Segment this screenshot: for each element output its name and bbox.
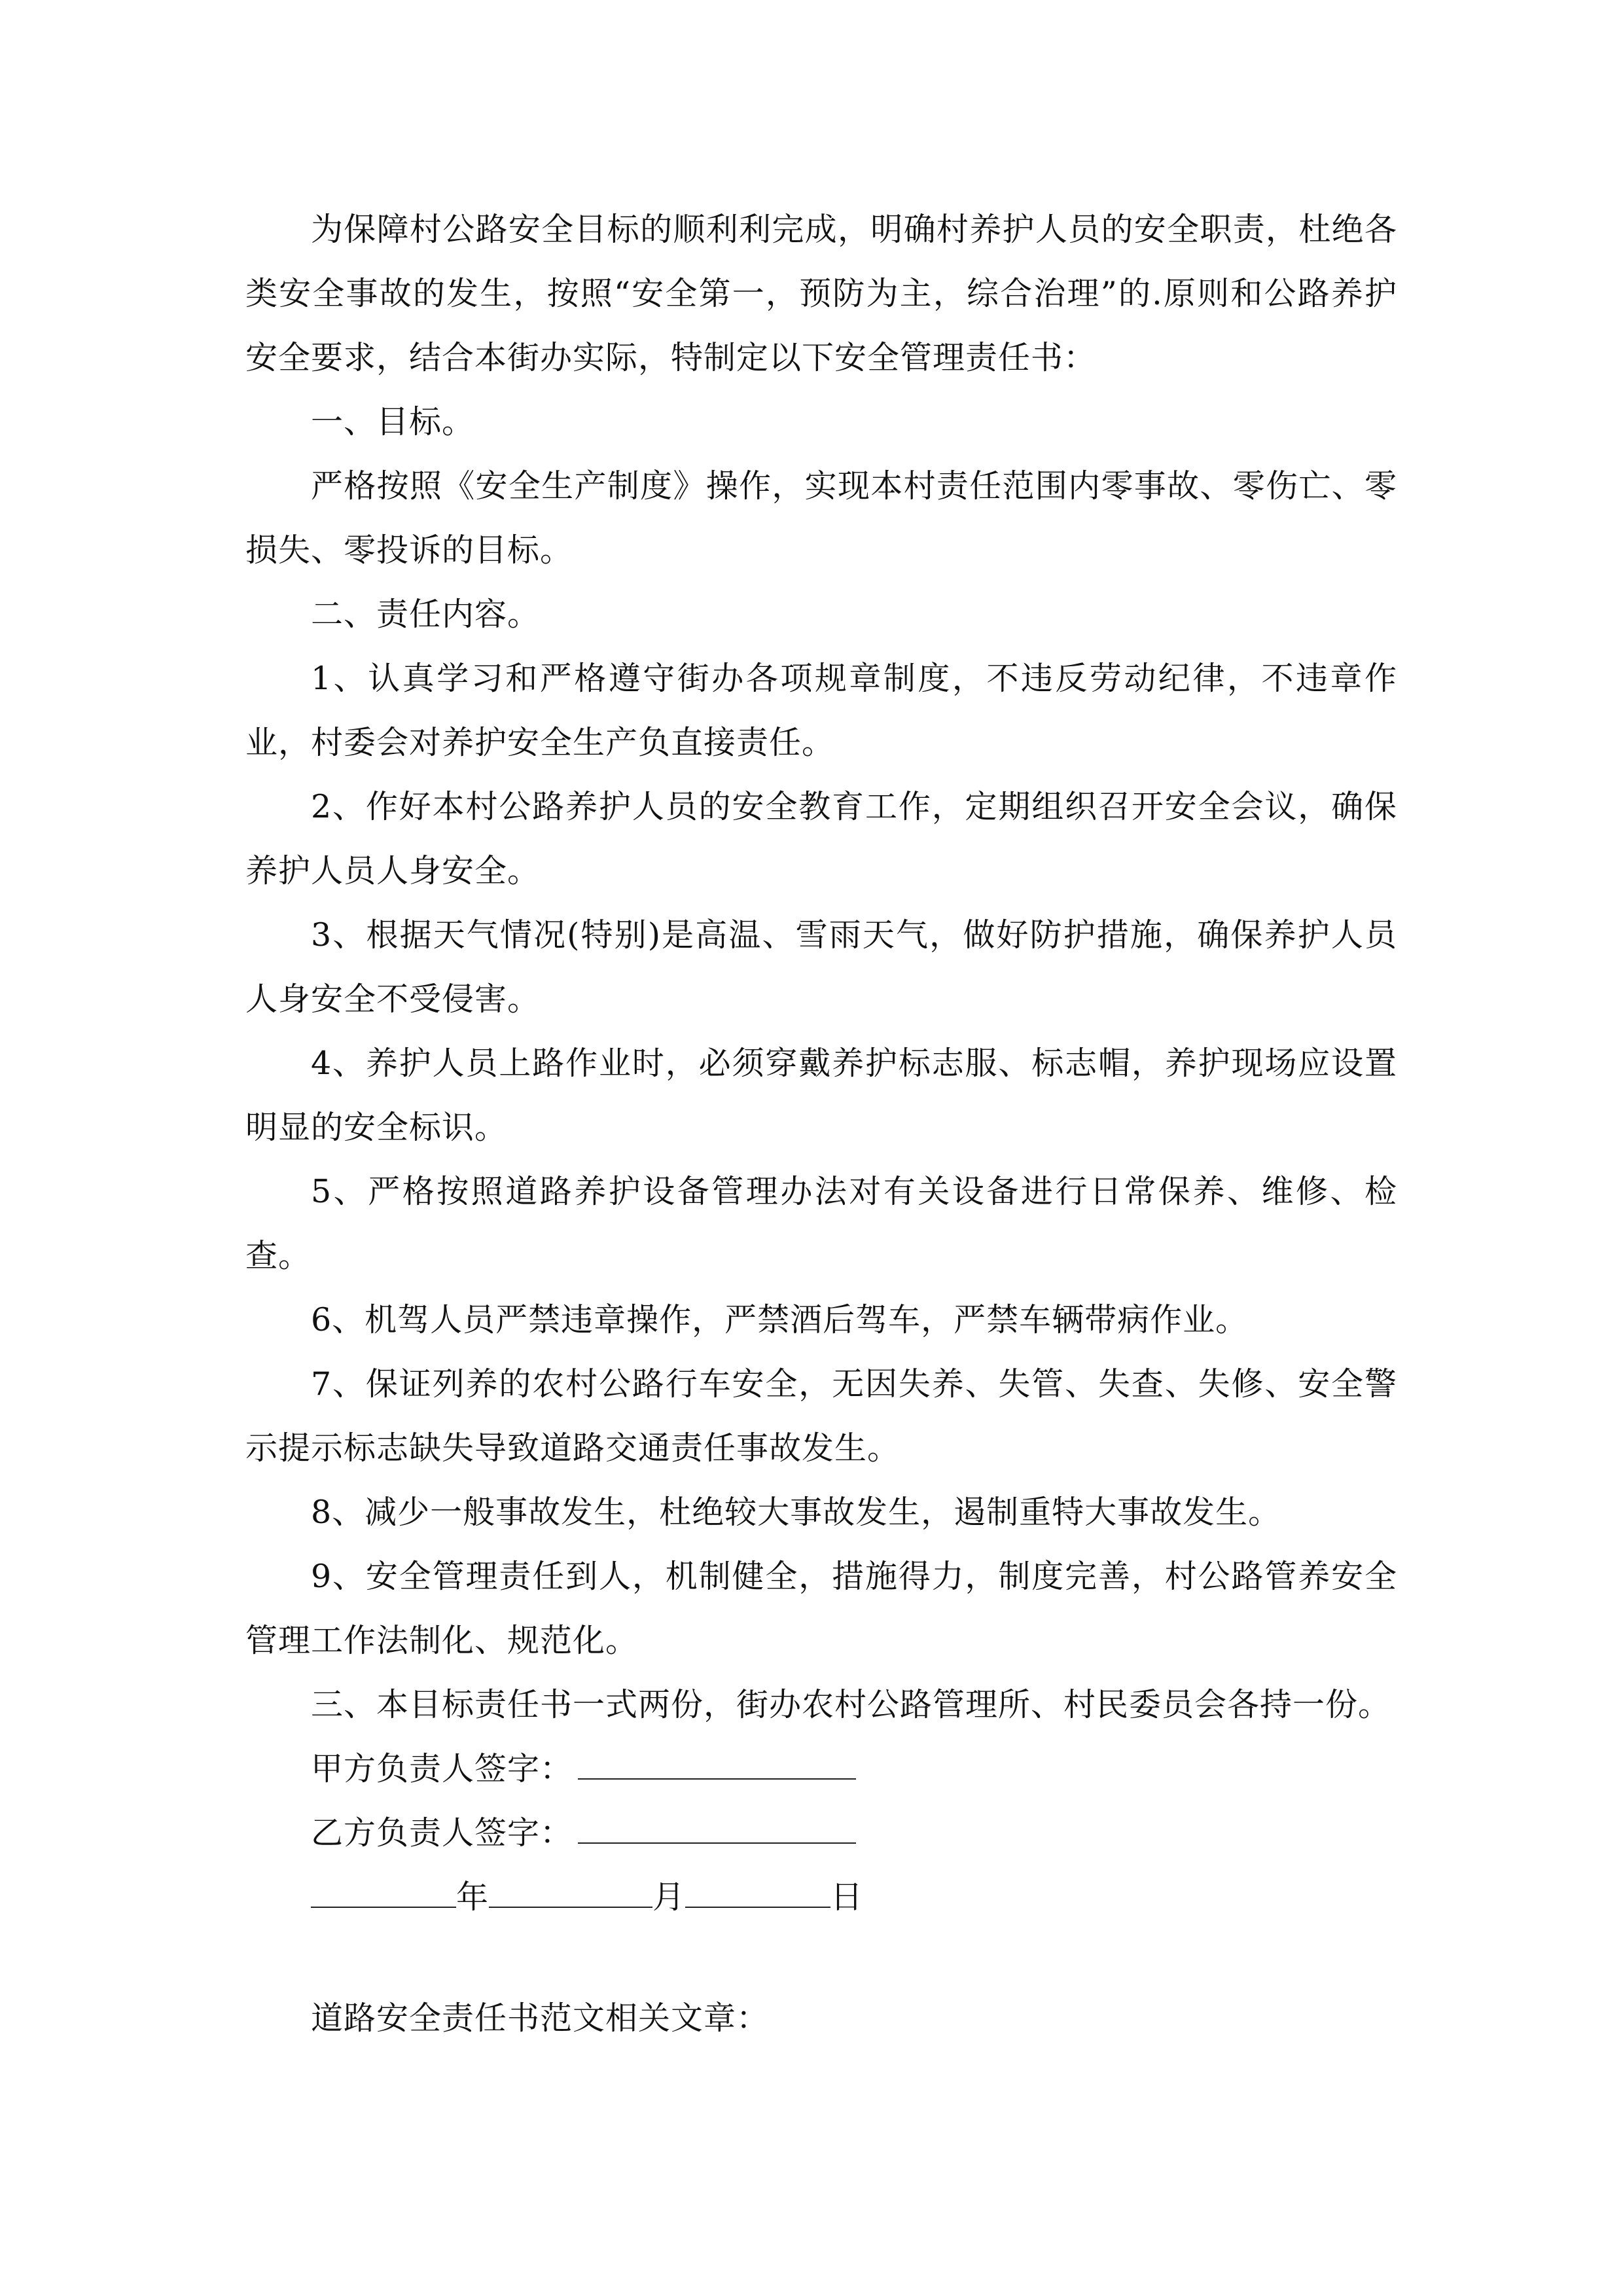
year-label: 年	[456, 1878, 490, 1916]
month-label: 月	[652, 1878, 686, 1916]
responsibility-item-9: 9、安全管理责任到人，机制健全，措施得力，制度完善，村公路管养安全管理工作法制化、规范化。	[245, 1558, 1397, 1659]
day-blank[interactable]	[685, 1866, 830, 1908]
goal-paragraph: 严格按照《安全生产制度》操作，实现本村责任范围内零事故、零伤亡、零损失、零投诉的目标。	[245, 467, 1397, 569]
party-b-signature-label: 乙方负责人签字：	[311, 1814, 573, 1852]
month-blank[interactable]	[489, 1866, 652, 1908]
responsibility-item-5: 5、严格按照道路养护设备管理办法对有关设备进行日常保养、维修、检查。	[245, 1173, 1397, 1274]
date-row	[245, 1865, 1397, 1929]
day-label: 日	[830, 1878, 864, 1916]
responsibility-item-1: 1、认真学习和严格遵守街办各项规章制度，不违反劳动纪律，不违章作业，村委会对养护安全生产负直接责任。	[245, 660, 1397, 761]
document-body	[245, 198, 1397, 1929]
responsibility-item-3: 3、根据天气情况(特别)是高温、雪雨天气，做好防护措施，确保养护人员人身安全不受侵害。	[245, 916, 1397, 1018]
copies-clause: 三、本目标责任书一式两份，街办农村公路管理所、村民委员会各持一份。	[311, 1686, 1391, 1723]
related-articles-heading: 道路安全责任书范文相关文章：	[311, 2000, 770, 2037]
section-heading-responsibilities: 二、责任内容。	[311, 596, 541, 633]
responsibility-item-8: 8、减少一般事故发生，杜绝较大事故发生，遏制重特大事故发生。	[311, 1494, 1281, 1531]
responsibility-item-4: 4、养护人员上路作业时，必须穿戴养护标志服、标志帽，养护现场应设置明显的安全标识。	[245, 1045, 1397, 1146]
year-blank[interactable]	[311, 1866, 456, 1908]
party-a-signature-label: 甲方负责人签字：	[311, 1750, 573, 1787]
responsibility-item-7: 7、保证列养的农村公路行车安全，无因失养、失管、失查、失修、安全警示提示标志缺失导致道路交通责任事故发生。	[245, 1365, 1397, 1467]
responsibility-item-6: 6、机驾人员严禁违章操作，严禁酒后驾车，严禁车辆带病作业。	[311, 1301, 1249, 1338]
party-a-signature-line[interactable]	[578, 1738, 856, 1780]
party-b-signature-row	[245, 1801, 1397, 1865]
responsibility-item-2: 2、作好本村公路养护人员的安全教育工作，定期组织召开安全会议，确保养护人员人身安全。	[245, 788, 1397, 889]
intro-paragraph: 为保障村公路安全目标的顺利利完成，明确村养护人员的安全职责，杜绝各类安全事故的发生，按照“安全第一，预防为主，综合治理”的.原则和公路养护安全要求，结合本街办实际，特制定以下安全管理责任书：	[245, 211, 1397, 376]
section-heading-goal: 一、目标。	[311, 403, 475, 440]
party-a-signature-row	[245, 1737, 1397, 1801]
party-b-signature-line[interactable]	[578, 1802, 856, 1844]
